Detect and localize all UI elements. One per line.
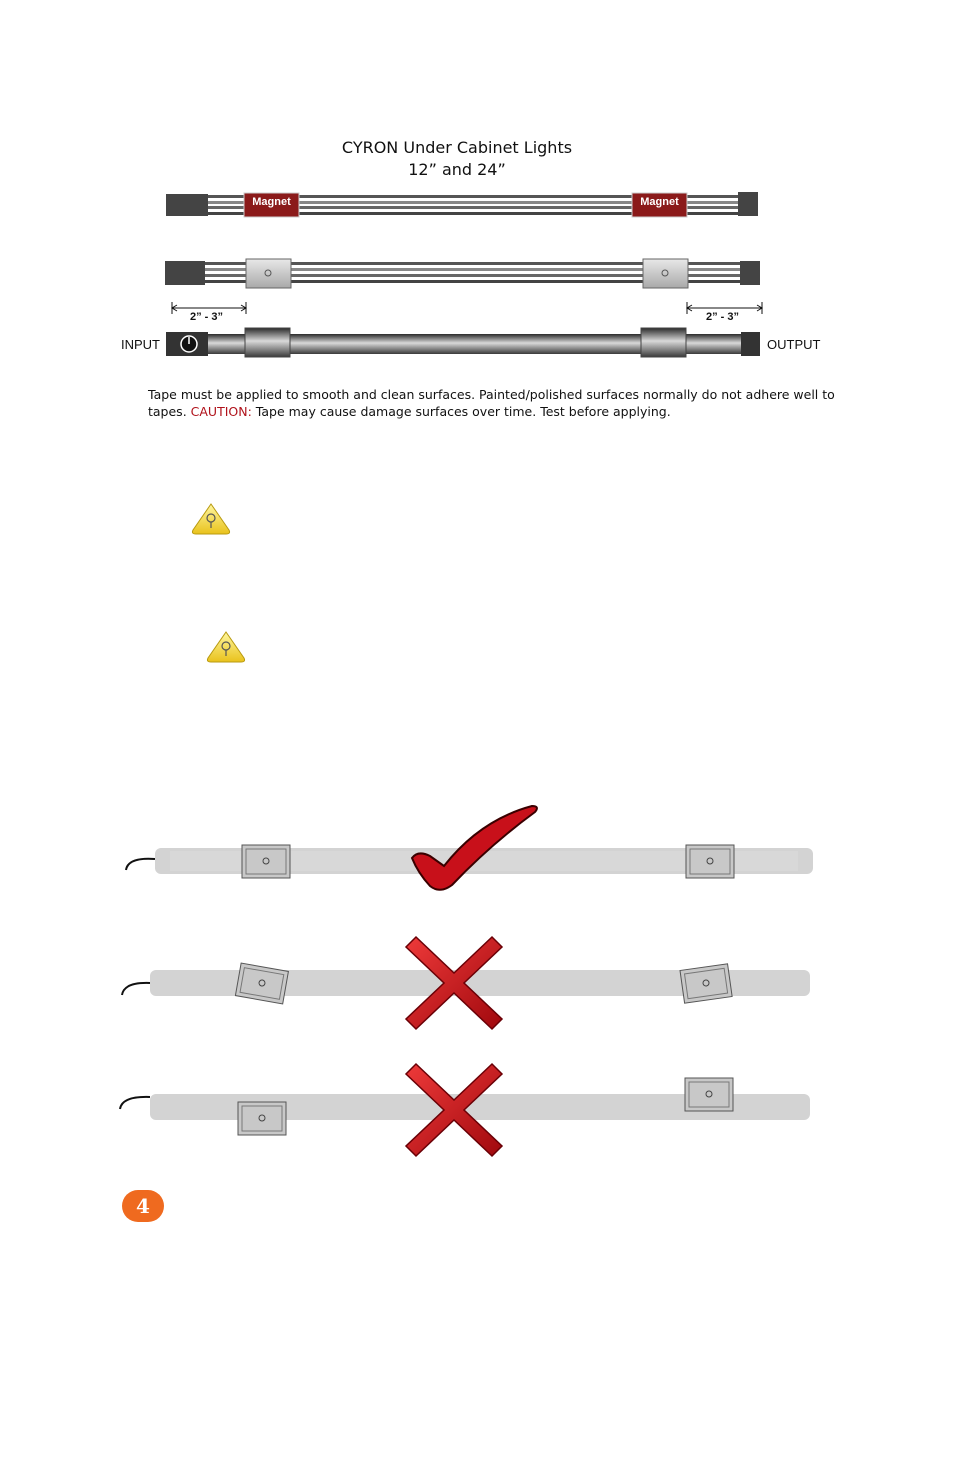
mounting-clip-left <box>238 1102 286 1135</box>
dimension-right-label: 2” - 3” <box>706 311 740 323</box>
magnet-right-label: Magnet <box>640 196 679 208</box>
diagram-title: CYRON Under Cabinet Lights <box>341 138 573 157</box>
mounting-clip-left <box>246 259 291 288</box>
output-label: OUTPUT <box>767 337 821 352</box>
mounting-clip-right <box>641 328 686 357</box>
mounting-clip-right <box>686 845 734 878</box>
light-bar-clips <box>165 259 760 288</box>
tape-note-caution-text: Tape may cause damage surfaces over time. Test before applying. <box>251 404 671 419</box>
mounting-clip-right <box>680 964 732 1003</box>
magnet-left-label: Magnet <box>252 196 291 208</box>
warning-icon <box>192 504 229 534</box>
mounting-clip-left <box>235 963 288 1004</box>
example-correct <box>126 806 813 890</box>
tape-note-text: Tape must be applied to smooth and clean surfaces. Painted/polished surfaces normally do not adhere well to tapes. <box>148 387 835 419</box>
step-number-badge: 4 <box>122 1190 164 1222</box>
mounting-clip-right <box>685 1078 733 1111</box>
mounting-clip-left <box>245 328 290 357</box>
caution-label: CAUTION: <box>190 404 252 419</box>
mounting-clip-right <box>643 259 688 288</box>
tape-note <box>148 386 838 420</box>
dimension-left-label: 2” - 3” <box>190 311 224 323</box>
warning-icon <box>207 632 244 662</box>
example-incorrect-misaligned <box>120 1064 810 1156</box>
light-bar-tube <box>166 328 760 357</box>
example-incorrect-tilted <box>122 937 810 1029</box>
checkmark-icon <box>412 806 537 890</box>
diagram-subtitle: 12” and 24” <box>408 160 506 179</box>
input-label: INPUT <box>121 337 160 352</box>
mounting-clip-left <box>242 845 290 878</box>
